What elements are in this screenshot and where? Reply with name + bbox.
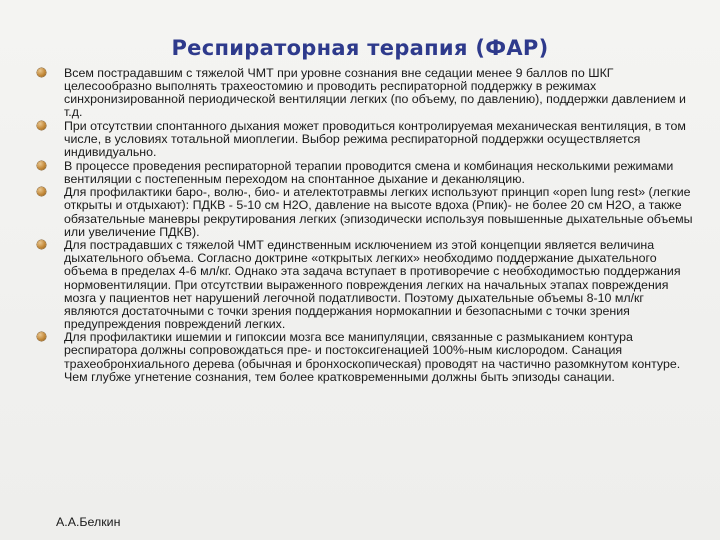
- bullet-dot-icon: [37, 68, 46, 77]
- bullet-item: [36, 239, 696, 331]
- bullet-dot-icon: [37, 187, 46, 196]
- bullet-text: При отсутствии спонтанного дыхания может проводиться контролируемая механическая вентиляция, в том числе, в условиях тотальной миоплегии. Выбор режима респираторной поддержки осуществляется индивидуально.: [64, 118, 686, 160]
- bullet-item: [36, 160, 696, 186]
- bullet-list: [36, 67, 696, 384]
- bullet-text: В процессе проведения респираторной терапии проводится смена и комбинация несколькими режимами вентиляции с постепенным переходом на спонтанное дыхание и деканюляцию.: [64, 158, 674, 186]
- bullet-dot-icon: [37, 332, 46, 341]
- bullet-dot-icon: [37, 161, 46, 170]
- author-signature: А.А.Белкин: [56, 515, 121, 529]
- bullet-dot-icon: [37, 121, 46, 130]
- bullet-item: [36, 67, 696, 119]
- bullet-dot-icon: [37, 240, 46, 249]
- slide-title: Респираторная терапия (ФАР): [171, 36, 549, 60]
- bullet-item: [36, 331, 696, 383]
- bullet-text: Всем пострадавшим с тяжелой ЧМТ при уровне сознания вне седации менее 9 баллов по ШКГ целесообразно выполнять трахеостомию и проводить респираторной поддержку в режимах синхронизированной периодической вентиляции легких (по объему, по давлению), поддержки давлением и т.д.: [64, 66, 686, 120]
- bullet-item: [36, 120, 696, 159]
- bullet-text: Для профилактики ишемии и гипоксии мозга все манипуляции, связанные с размыканием контура респиратора должны сопровождаться пре- и постоксигенацией 100%-ным кислородом. Санация трахеобронхиального дерева (обычная и бронхоскопическая) проводят на частично разомкнутом контуре. Чем глубже угнетение сознания, тем более кратковременными должны быть эпизоды санации.: [64, 330, 681, 384]
- bullet-text: Для профилактики баро-, волю-, био- и ателектотравмы легких используют принцип «open lung rest» (легкие открыты и отдыхают): ПДКВ - 5-10 см Н2О, давление на высоте вдоха (Рпик)- не более 20 см Н2О, а также обязательные маневры рекрутирования легких (эпизодически используя повышенные дыхательные объемы или увеличение ПДКВ).: [64, 185, 693, 239]
- bullet-item: [36, 186, 696, 238]
- bullet-text: Для пострадавших с тяжелой ЧМТ единственным исключением из этой концепции является величина дыхательного объема. Согласно доктрине «открытых легких» необходимо поддержание дыхательного объема в пределах 4-6 мл/кг. Однако эта задача вступает в противоречие с необходимостью поддержания нормовентиляции. При отсутствии выраженного повреждения легких на начальных этапах повреждения мозга у пациентов нет нарушений легочной податливости. Поэтому дыхательные объемы 8-10 мл/кг являются достаточными с точки зрения поддержания нормокапнии и безопасными с точки зрения предупреждения повреждений легких.: [64, 238, 681, 331]
